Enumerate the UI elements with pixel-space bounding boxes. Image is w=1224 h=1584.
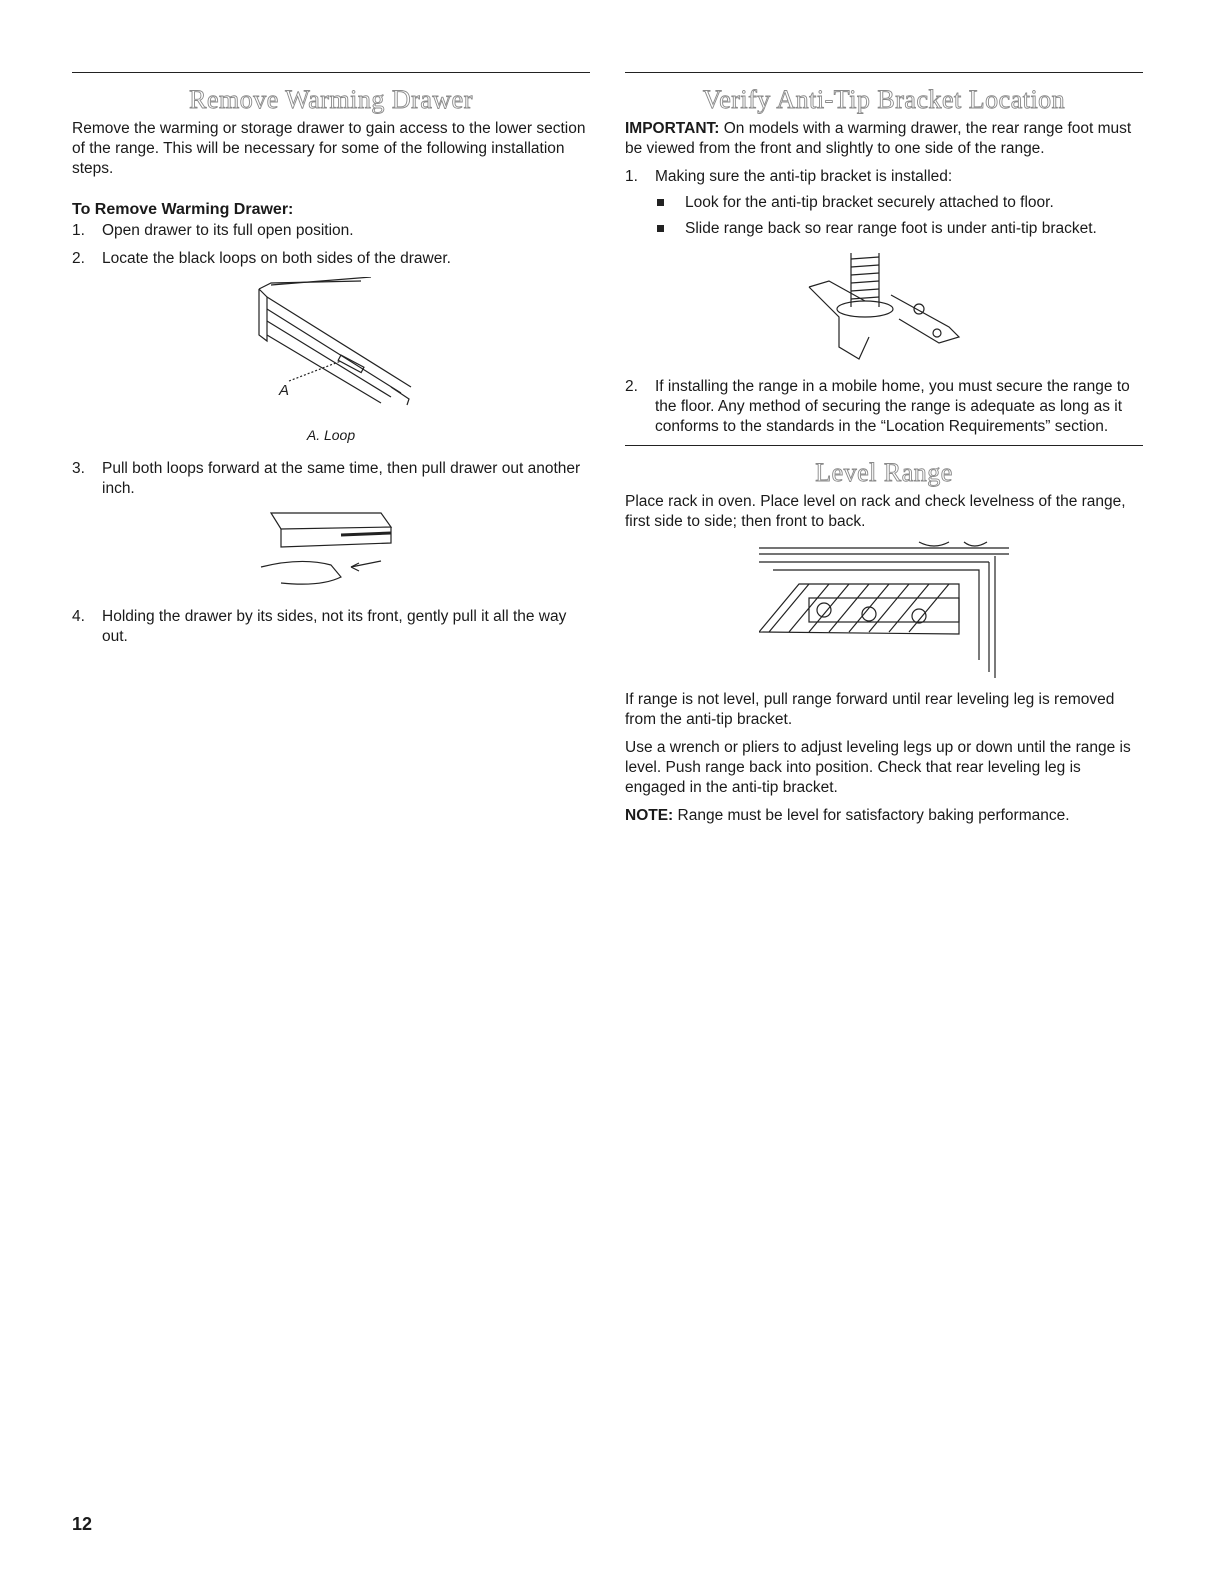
section-rule	[625, 72, 1143, 73]
step-text: Locate the black loops on both sides of the drawer.	[102, 250, 451, 267]
level-intro: Place rack in oven. Place level on rack and check levelness of the range, first side to side; then front to back.	[625, 493, 1126, 530]
figure-label-a: A	[279, 382, 290, 399]
left-column	[72, 72, 590, 655]
drawer-loop-illustration	[241, 277, 421, 417]
step-text: Making sure the anti-tip bracket is installed:	[655, 168, 953, 185]
step-number: 1.	[625, 168, 638, 185]
section-rule	[72, 72, 590, 73]
bullet-list	[655, 193, 1143, 239]
bullet-text: Slide range back so rear range foot is under anti-tip bracket.	[685, 220, 1097, 237]
remove-drawer-intro: Remove the warming or storage drawer to gain access to the lower section of the range. This will be necessary for some of the following installation steps.	[72, 120, 586, 177]
step-item	[72, 459, 590, 499]
step-number: 2.	[625, 378, 638, 395]
step-text: Holding the drawer by its sides, not its front, gently pull it all the way out.	[102, 608, 567, 645]
level-paragraph-1: If range is not level, pull range forward until rear leveling leg is removed from the anti-tip bracket.	[625, 691, 1115, 728]
anti-tip-steps-continued	[625, 377, 1143, 437]
anti-tip-steps	[625, 167, 1143, 239]
figure-caption: A. Loop	[306, 427, 356, 443]
remove-drawer-steps	[72, 221, 590, 269]
step-item	[625, 377, 1143, 437]
step-text: Pull both loops forward at the same time, then pull drawer out another inch.	[102, 460, 581, 497]
remove-drawer-steps-continued	[72, 459, 590, 499]
important-text: On models with a warming drawer, the rear range foot must be viewed from the front and slightly to one side of the range.	[625, 120, 1132, 157]
right-column	[625, 72, 1143, 834]
step-item	[72, 249, 590, 269]
remove-drawer-heading: Remove Warming Drawer	[189, 85, 473, 114]
level-paragraph-2: Use a wrench or pliers to adjust leveling legs up or down until the range is level. Push range back into position. Check that rear leveling leg is engaged in the anti-tip bracket.	[625, 739, 1131, 796]
section-rule	[625, 445, 1143, 446]
anti-tip-bracket-illustration	[799, 247, 969, 367]
remove-drawer-subheading: To Remove Warming Drawer:	[72, 201, 294, 218]
step-item	[625, 167, 1143, 239]
important-label: IMPORTANT:	[625, 120, 720, 137]
step-text: Open drawer to its full open position.	[102, 222, 354, 239]
square-bullet-icon	[657, 225, 664, 232]
step-number: 1.	[72, 222, 85, 239]
pull-drawer-illustration	[241, 507, 421, 597]
anti-tip-heading: Verify Anti-Tip Bracket Location	[702, 85, 1066, 114]
step-item	[72, 221, 590, 241]
bullet-text: Look for the anti-tip bracket securely attached to floor.	[685, 194, 1054, 211]
important-paragraph	[625, 119, 1143, 159]
page-number: 12	[72, 1514, 93, 1534]
step-number: 3.	[72, 460, 85, 477]
note-text: Range must be level for satisfactory baking performance.	[673, 807, 1070, 824]
level-range-heading: Level Range	[815, 458, 953, 487]
note-paragraph	[625, 806, 1143, 826]
bullet-item	[655, 193, 1143, 213]
step-number: 2.	[72, 250, 85, 267]
note-label: NOTE:	[625, 807, 674, 824]
step-number: 4.	[72, 608, 85, 625]
oven-rack-level-illustration	[759, 540, 1009, 680]
step-text: If installing the range in a mobile home, you must secure the range to the floor. Any method of securing the range is adequate as long as it conforms to the standards in the “Location Requirements” section.	[655, 378, 1130, 435]
bullet-item	[655, 219, 1143, 239]
square-bullet-icon	[657, 199, 664, 206]
remove-drawer-steps-final	[72, 607, 590, 647]
step-item	[72, 607, 590, 647]
